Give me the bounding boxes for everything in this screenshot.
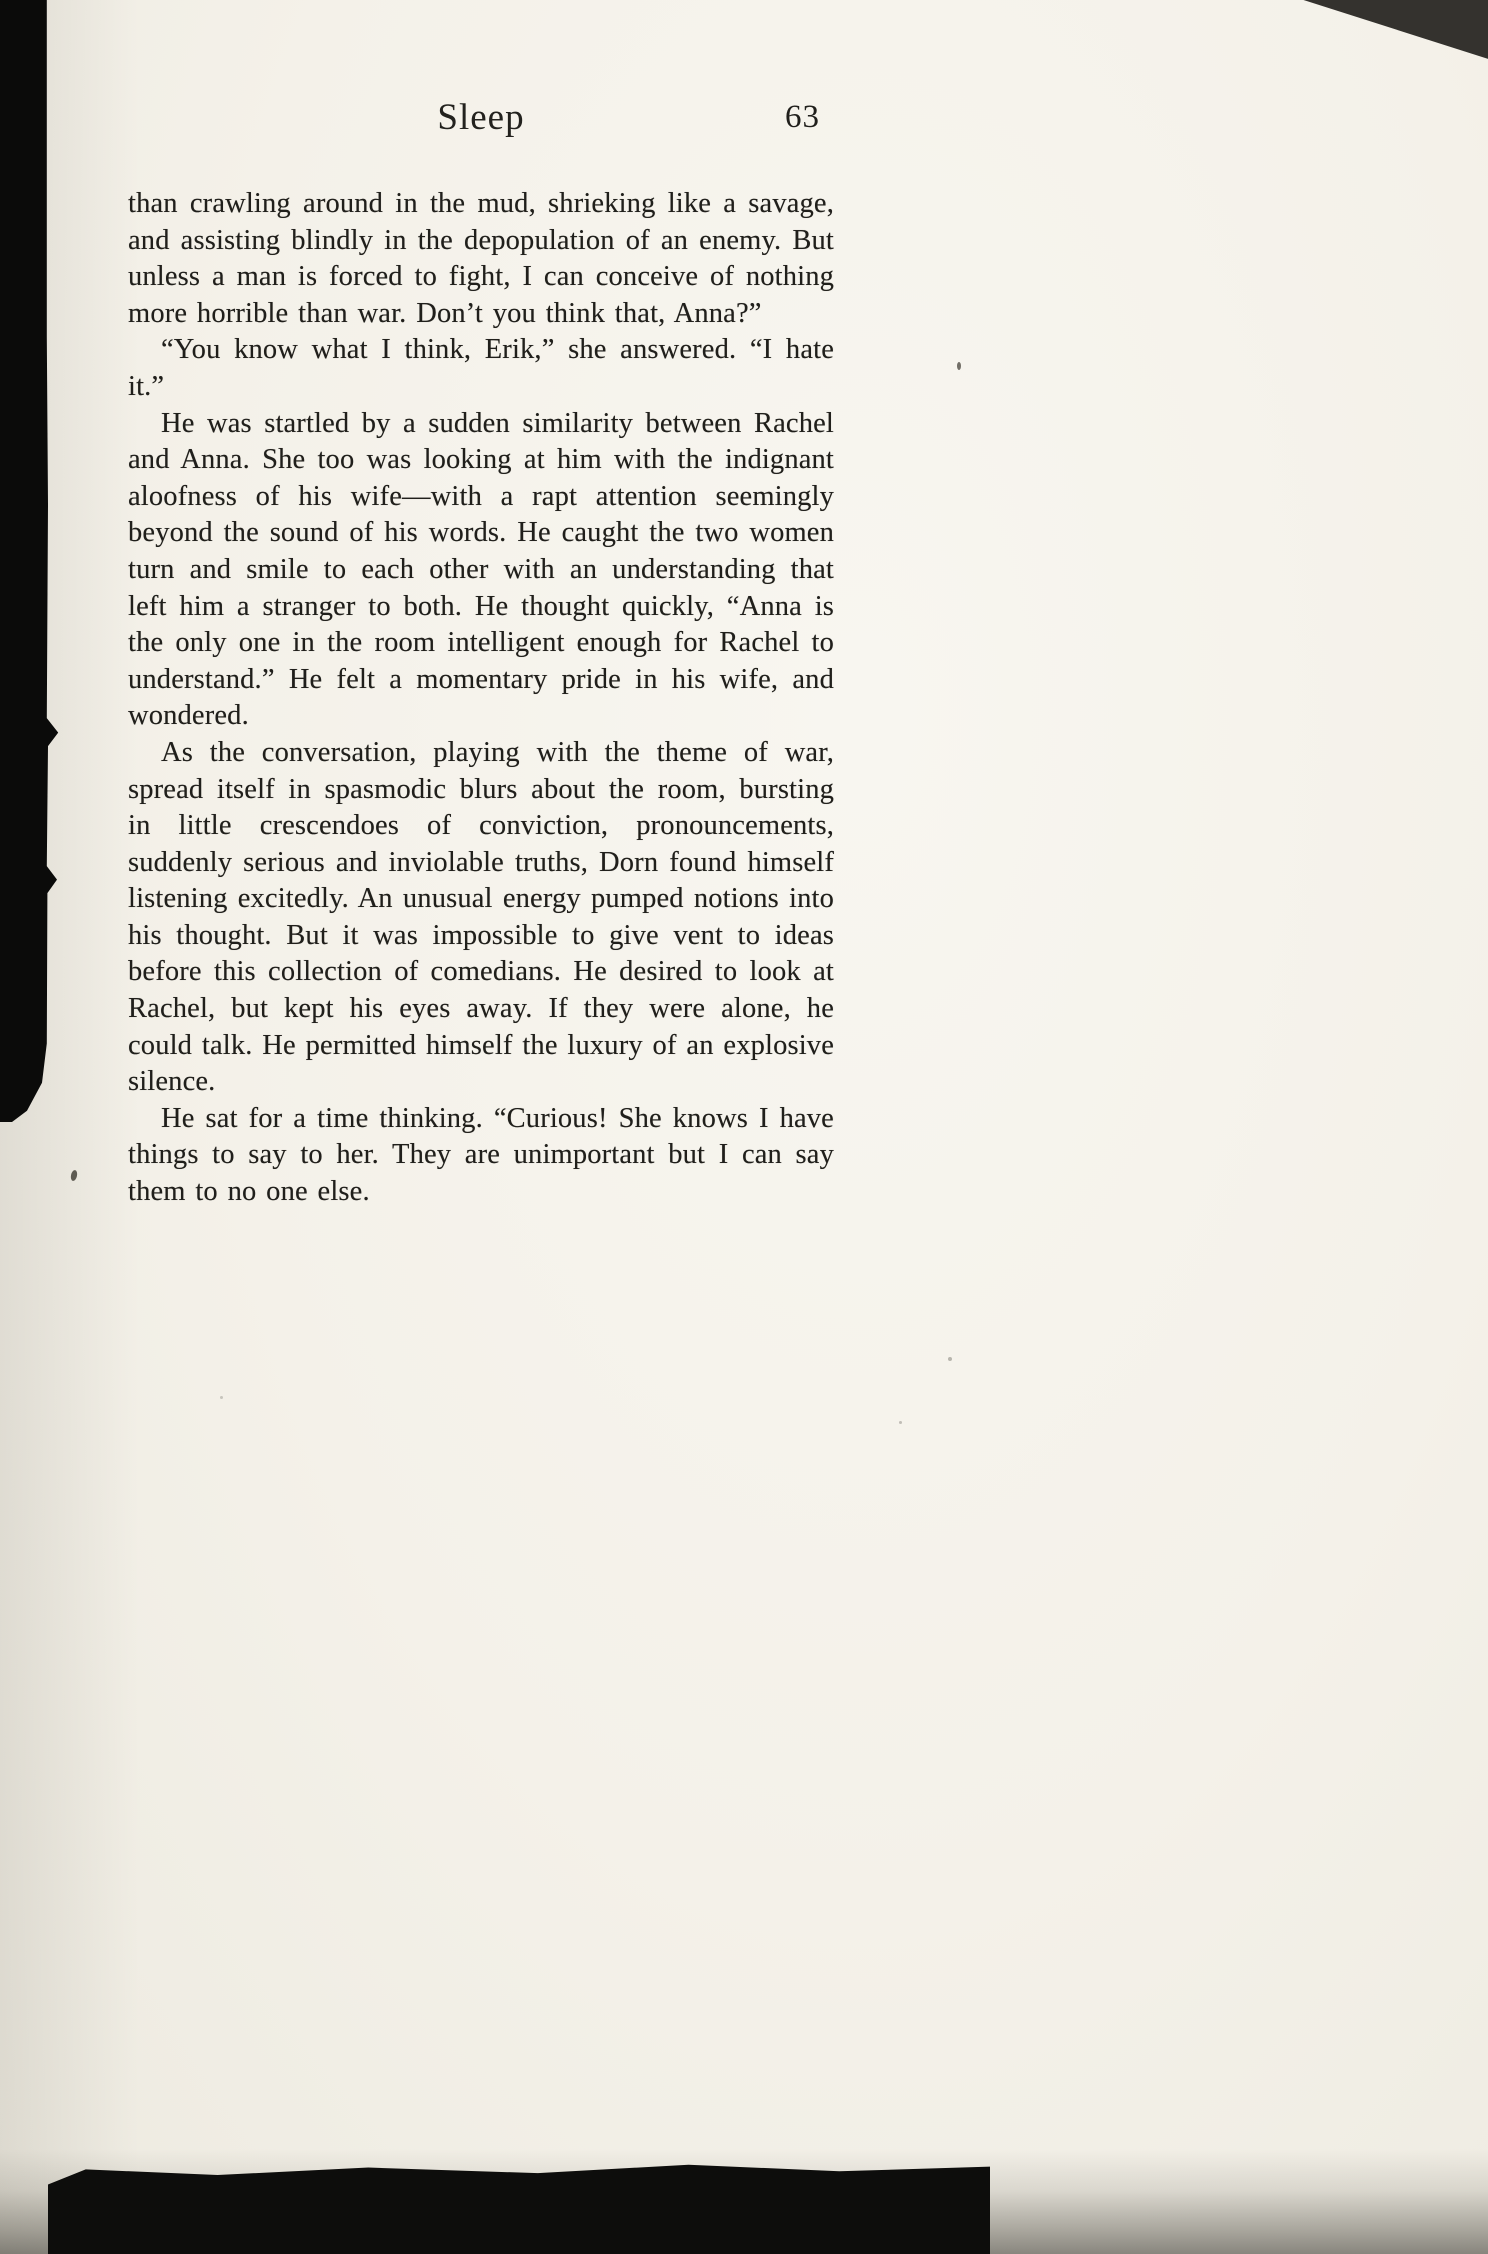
scan-speck: [899, 1421, 902, 1424]
paragraph: “You know what I think, Erik,” she answered. “I hate it.”: [128, 334, 834, 402]
page-number: 63: [785, 99, 820, 135]
scan-speck: [70, 1169, 78, 1181]
body-text: [128, 186, 834, 1211]
paragraph: He sat for a time thinking. “Curious! She knows I have things to say to her. They are unimportant but I can say them to no one else.: [128, 1102, 834, 1208]
scan-speck: [948, 1357, 952, 1361]
paragraph: than crawling around in the mud, shrieking like a savage, and assisting blindly in the depopulation of an enemy. But unless a man is forced to fight, I can conceive of nothing more horrible than war. Don’t you think that, Anna?”: [128, 188, 834, 329]
scan-speck: [220, 1396, 223, 1399]
bottom-scan-band: [48, 2160, 990, 2254]
left-binding-shadow: [0, 0, 60, 1122]
running-header: [128, 96, 834, 144]
paragraph: As the conversation, playing with the theme of war, spread itself in spasmodic blurs about the room, bursting in little crescendoes of conviction, pronouncements, suddenly serious and inviolable truths, Dorn found himself listening excitedly. An unusual energy pumped notions into his thought. But it was impossible to give vent to ideas before this collection of comedians. He desired to look at Rachel, but kept his eyes away. If they were alone, he could talk. He permitted himself the luxury of an explosive silence.: [128, 736, 834, 1098]
paragraph: He was startled by a sudden similarity between Rachel and Anna. She too was looking at him with the indignant aloofness of his wife—with a rapt attention seemingly beyond the sound of his words. He caught the two women turn and smile to each other with an understanding that left him a stranger to both. He thought quickly, “Anna is the only one in the room intelligent enough for Rachel to understand.” He felt a momentary pride in his wife, and wondered.: [128, 407, 834, 732]
top-right-corner-shadow: [1283, 0, 1488, 62]
running-header-title: Sleep: [437, 97, 525, 138]
scan-speck: [957, 362, 961, 370]
page-content: [128, 96, 834, 1211]
